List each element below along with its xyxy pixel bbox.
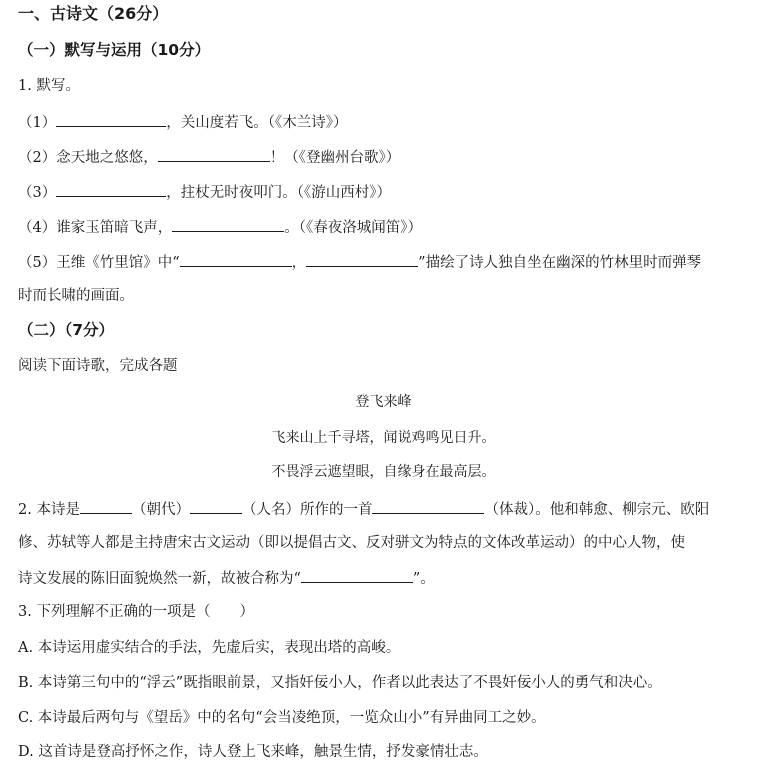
answer-blank[interactable] xyxy=(306,251,418,267)
item-number: （2） xyxy=(18,150,57,166)
answer-blank[interactable] xyxy=(172,216,284,232)
item-number: （5） xyxy=(18,255,57,271)
answer-blank[interactable] xyxy=(56,181,166,197)
q3-stem: 3. 下列理解不正确的一项是（ ） xyxy=(18,604,254,620)
poem-title: 登飞来峰 xyxy=(355,394,412,410)
poem-line-1: 飞来山上千寻塔，闻说鸡鸣见日升。 xyxy=(271,430,496,446)
answer-blank-dynasty[interactable] xyxy=(80,498,132,514)
subsection-title-2: （二）（7分） xyxy=(18,321,115,339)
item-number: （4） xyxy=(18,220,57,236)
q3-option-d[interactable]: D. 这首诗是登高抒怀之作，诗人登上飞来峰，触景生情，抒发豪情壮志。 xyxy=(18,744,488,760)
q3-option-c[interactable]: C. 本诗最后两句与《望岳》中的名句“会当凌绝顶，一览众山小”有异曲同工之妙。 xyxy=(18,710,546,726)
q2-text: ”。 xyxy=(412,571,435,587)
q2-text: 2. 本诗是 xyxy=(18,502,80,518)
item-text: ，拄杖无时夜叩门。（《游山西村》） xyxy=(166,185,391,201)
read-prompt: 阅读下面诗歌，完成各题 xyxy=(18,358,178,374)
subsection-title-1: （一）默写与运用（10分） xyxy=(18,41,211,59)
q2-text: （人名）所作的一首 xyxy=(241,502,373,518)
answer-blank[interactable] xyxy=(180,251,292,267)
question-1-label: 1. 默写。 xyxy=(18,78,80,94)
item-text: 念天地之悠悠， xyxy=(56,150,158,166)
item-text: ！（《登幽州台歌》） xyxy=(269,150,401,166)
answer-blank[interactable] xyxy=(56,111,166,127)
answer-blank-genre[interactable] xyxy=(372,498,484,514)
q1-item-2 xyxy=(18,146,400,168)
q1-item-3 xyxy=(18,181,391,203)
q1-item-5-continued: 时而长啸的画面。 xyxy=(18,288,134,304)
q1-item-1 xyxy=(18,111,347,133)
answer-blank-author[interactable] xyxy=(190,498,242,514)
item-text: 谁家玉笛暗飞声， xyxy=(56,220,173,236)
q3-option-b[interactable]: B. 本诗第三句中的“浮云”既指眼前景，又指奸佞小人，作者以此表达了不畏奸佞小人的勇气和决心。 xyxy=(18,675,662,691)
q2-line-1 xyxy=(18,498,709,520)
q3-option-a[interactable]: A. 本诗运用虚实结合的手法，先虚后实，表现出塔的高峻。 xyxy=(18,640,401,656)
section-title: 一、古诗文（26分） xyxy=(18,4,169,23)
item-text: 。（《春夜洛城闻笛》） xyxy=(284,220,422,236)
q2-text: （体裁）。他和韩愈、柳宗元、欧阳 xyxy=(484,502,710,518)
poem-line-2: 不畏浮云遮望眼，自缘身在最高层。 xyxy=(271,464,496,480)
answer-blank-collective-name[interactable] xyxy=(301,567,413,583)
q1-item-4 xyxy=(18,216,422,238)
q2-line-2: 修、苏轼等人都是主持唐宋古文运动（即以提倡古文、反对骈文为特点的文体改革运动）的中心人物，使 xyxy=(18,535,685,551)
item-text: ，关山度若飞。（《木兰诗》） xyxy=(166,115,348,131)
item-text: ， xyxy=(291,255,307,271)
item-number: （1） xyxy=(18,115,57,131)
q2-text: 诗文发展的陈旧面貌焕然一新，故被合称为“ xyxy=(18,571,301,587)
q2-line-3 xyxy=(18,567,435,589)
item-number: （3） xyxy=(18,185,57,201)
answer-blank[interactable] xyxy=(158,146,270,162)
q1-item-5 xyxy=(18,251,701,273)
q2-text: （朝代） xyxy=(131,502,190,518)
item-text: 王维《竹里馆》中“ xyxy=(56,255,180,271)
item-text: ”描绘了诗人独自坐在幽深的竹林里时而弹琴 xyxy=(418,255,702,271)
